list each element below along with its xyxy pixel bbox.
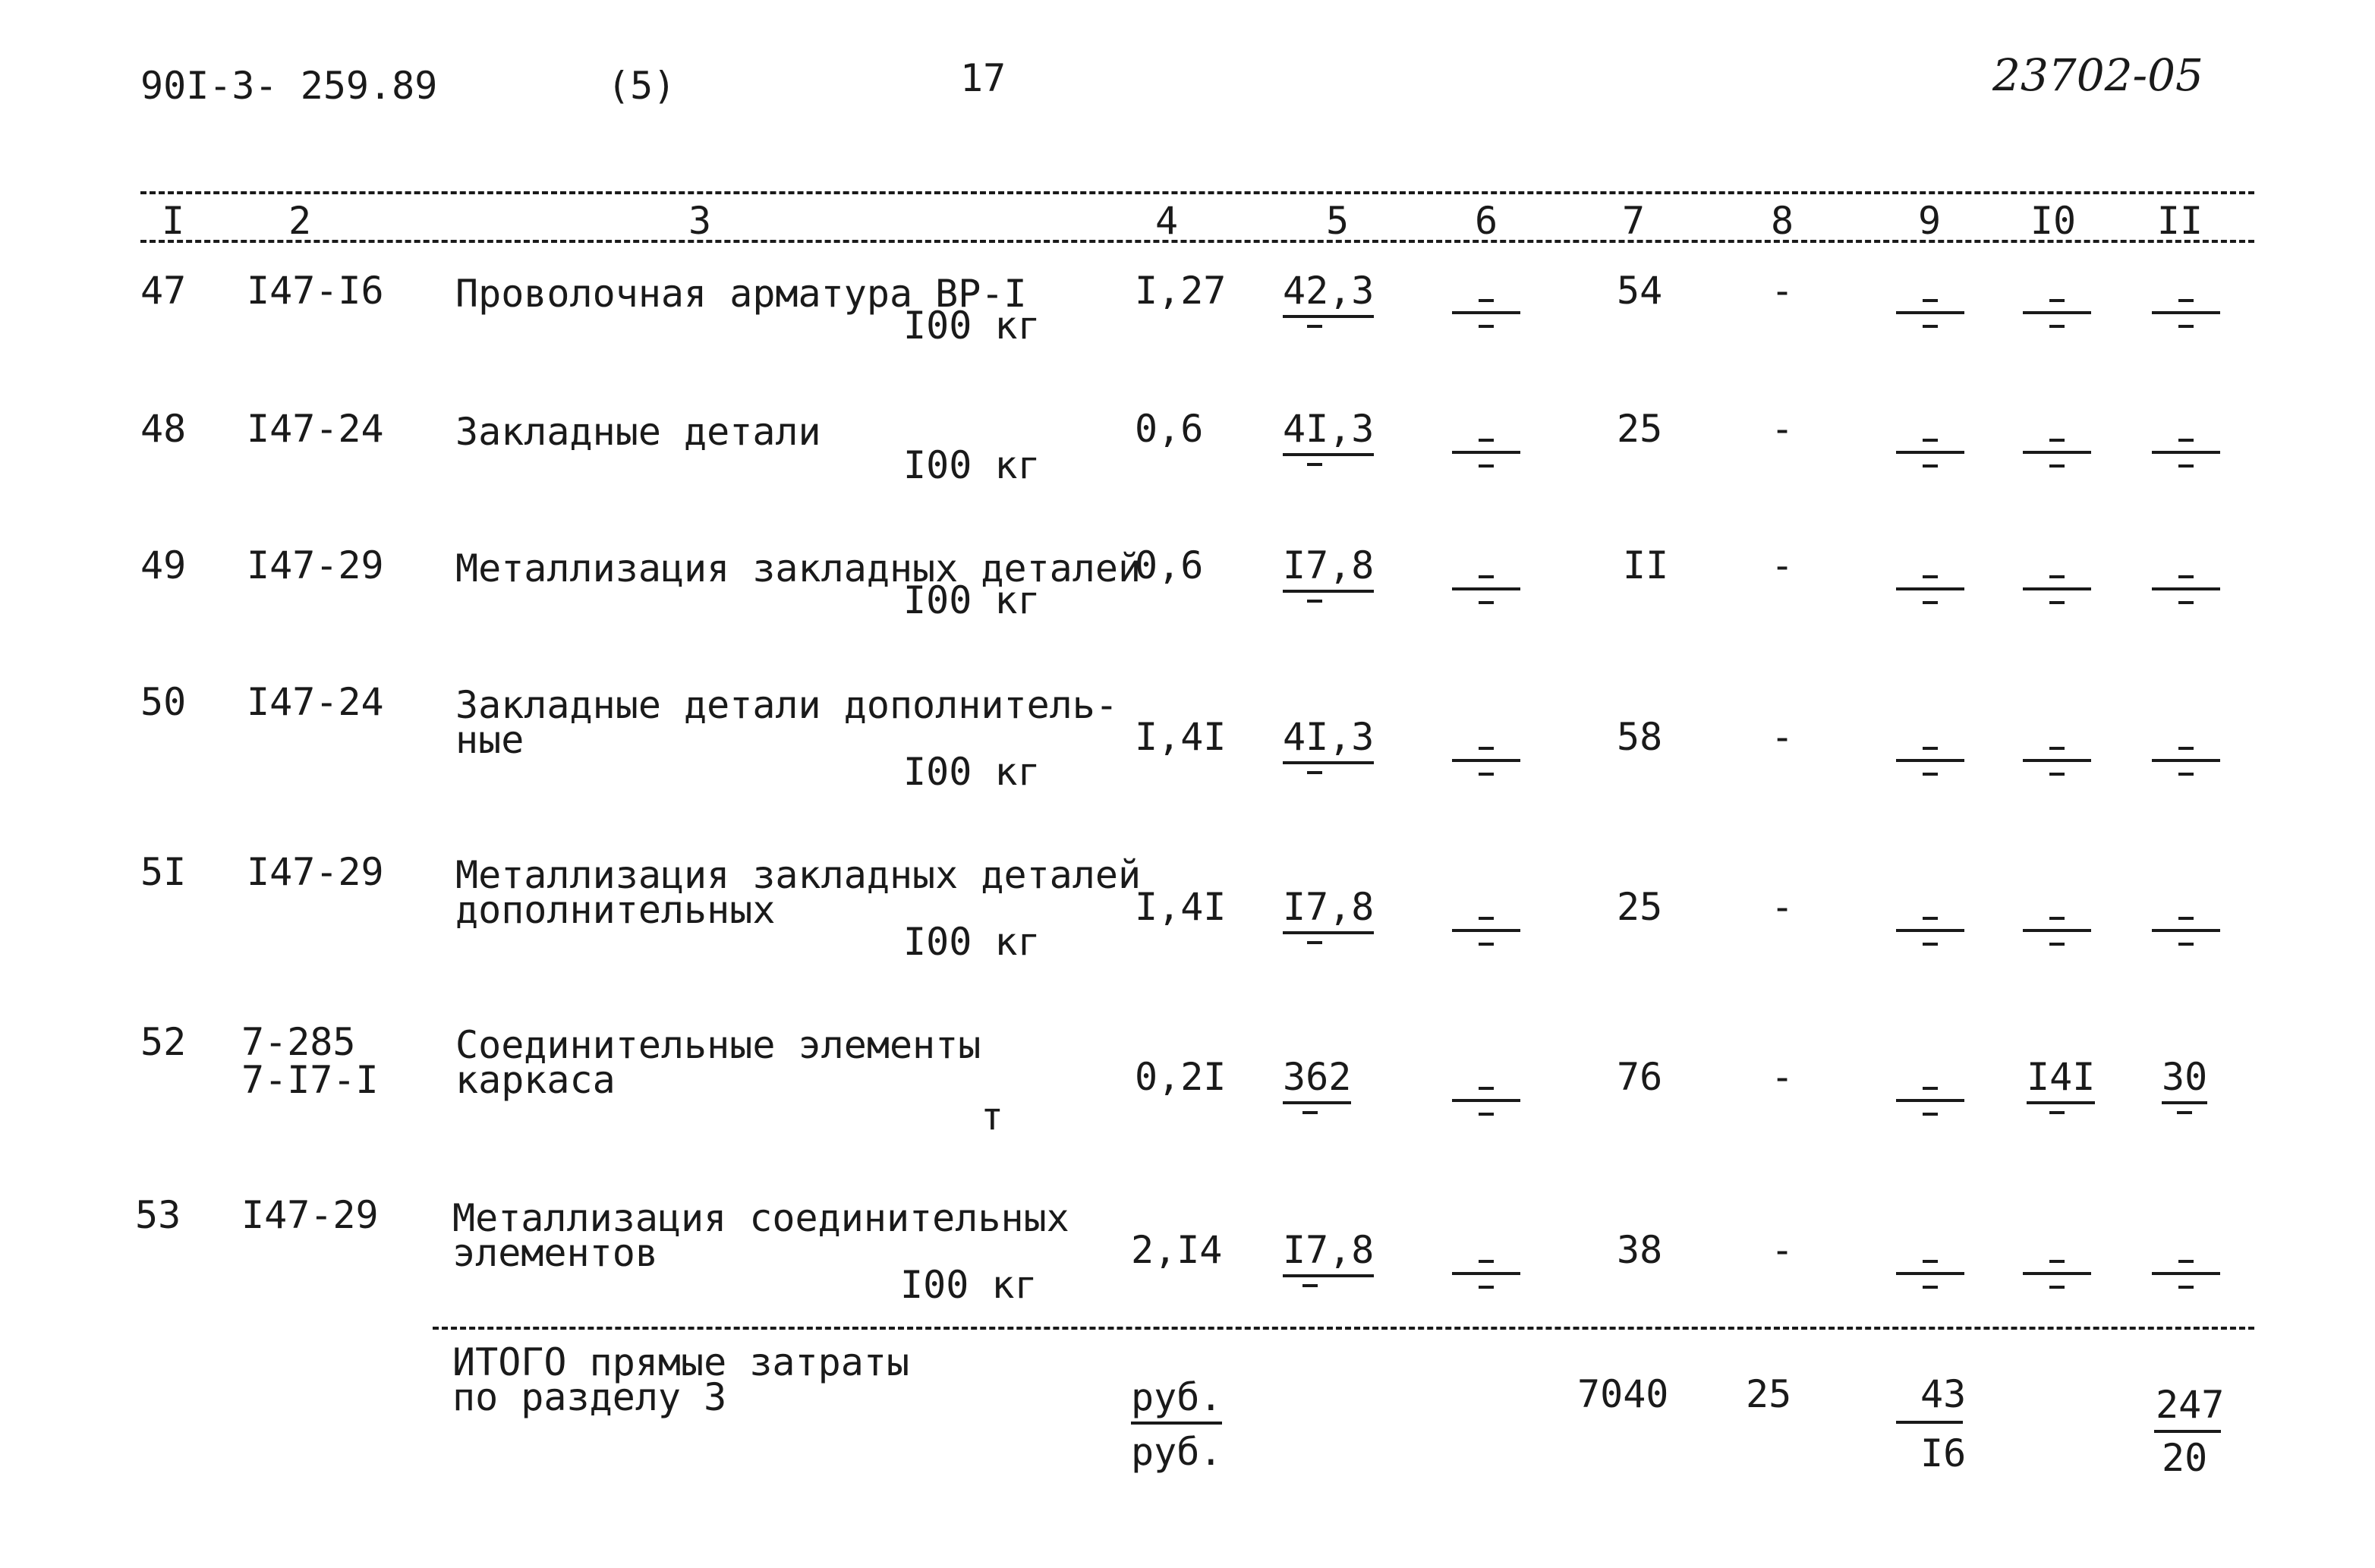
item-name: Металлизация закладных деталей (455, 853, 1142, 897)
cost-c8: - (1770, 543, 1794, 587)
fraction-dash-c6 (1452, 434, 1520, 469)
item-quantity: I,27 (1135, 269, 1227, 313)
item-name: Проволочная арматура ВР-I (455, 272, 1027, 316)
fraction-dash-c9 (1896, 1255, 1964, 1290)
item-unit: I00 кг (900, 1263, 1038, 1307)
part-number: (5) (607, 64, 676, 108)
doc-code: 90I-3- 259.89 (140, 64, 438, 108)
fraction-dash-c11 (2152, 571, 2220, 606)
item-name-cont: ные (455, 718, 524, 762)
row-number: 48 (140, 407, 187, 451)
item-quantity: 0,2I (1135, 1055, 1227, 1099)
unit-price: I7,8 (1283, 543, 1374, 593)
col-header-11: II (2156, 199, 2203, 243)
fraction-dash-c9 (1896, 571, 1964, 606)
total-c9-bottom: I6 (1920, 1431, 1967, 1475)
cost-c8: - (1770, 407, 1794, 451)
unit-price: I7,8 (1283, 1228, 1374, 1277)
total-unit-bottom: руб. (1131, 1430, 1223, 1474)
cost-total: 38 (1617, 1228, 1663, 1272)
total-label: ИТОГО прямые затраты (452, 1340, 910, 1384)
total-separator (433, 1327, 2254, 1330)
item-name: Металлизация соединительных (452, 1196, 1069, 1240)
row-number: 50 (140, 680, 187, 724)
rate-code-2: 7-I7-I (241, 1058, 379, 1102)
item-unit: I00 кг (903, 578, 1041, 622)
item-quantity: 0,6 (1135, 543, 1204, 587)
item-unit: т (981, 1094, 1004, 1138)
total-c7: 7040 (1577, 1372, 1669, 1416)
item-unit: I00 кг (903, 750, 1041, 794)
rate-code: I47-29 (247, 543, 384, 587)
item-name-cont: дополнительных (455, 888, 776, 932)
unit-price: I7,8 (1283, 885, 1374, 934)
fraction-dash-c10 (2023, 571, 2091, 606)
col-header-9: 9 (1917, 199, 1942, 243)
item-quantity: I,4I (1135, 715, 1227, 759)
header-rule-top (140, 191, 2254, 194)
rate-code: 7-285 (241, 1020, 356, 1064)
rate-code: I47-I6 (247, 269, 384, 313)
unit-price: 4I,3 (1283, 407, 1374, 456)
fraction-dash-c10 (2023, 294, 2091, 329)
fraction-dash-c9 (1896, 434, 1964, 469)
item-quantity: 0,6 (1135, 407, 1204, 451)
cost-c8: - (1770, 1228, 1794, 1272)
row-number: 52 (140, 1020, 187, 1064)
col-header-4: 4 (1154, 199, 1179, 243)
c10-sub-dash (2049, 1111, 2065, 1114)
total-c11-bottom: 20 (2162, 1436, 2208, 1480)
item-unit: I00 кг (903, 920, 1041, 964)
unit-price: 4I,3 (1283, 715, 1374, 764)
item-unit: I00 кг (903, 443, 1041, 487)
total-label-cont: по разделу 3 (452, 1375, 727, 1419)
page-number: 17 (960, 56, 1006, 100)
fraction-dash-c6 (1452, 912, 1520, 947)
price-sub-dash (1307, 941, 1322, 944)
item-name: Закладные детали (455, 410, 821, 454)
price-sub-dash (1307, 463, 1322, 466)
fraction-dash-c6 (1452, 294, 1520, 329)
item-name: Закладные детали дополнитель- (455, 683, 1118, 727)
fraction-dash-c11 (2152, 742, 2220, 777)
fraction-dash-c9 (1896, 742, 1964, 777)
fraction-dash-c11 (2152, 912, 2220, 947)
price-sub-dash (1307, 325, 1322, 328)
total-unit-top: руб. (1131, 1375, 1222, 1425)
fraction-dash-c11 (2152, 434, 2220, 469)
fraction-dash-c10 (2023, 434, 2091, 469)
item-quantity: I,4I (1135, 885, 1227, 929)
row-number: 49 (140, 543, 187, 587)
col-header-6: 6 (1474, 199, 1498, 243)
inventory-number: 23702-05 (1992, 49, 2203, 101)
total-c11-top: 247 (2156, 1383, 2225, 1427)
fraction-dash-c6 (1452, 1255, 1520, 1290)
fraction-dash-c9 (1896, 1082, 1964, 1117)
col-header-8: 8 (1770, 199, 1794, 243)
total-c8: 25 (1746, 1372, 1792, 1416)
cost-c8: - (1770, 269, 1794, 313)
fraction-dash-c11 (2152, 1255, 2220, 1290)
col-header-10: I0 (2030, 199, 2077, 243)
cost-total: 76 (1617, 1055, 1663, 1099)
fraction-dash-c11 (2152, 294, 2220, 329)
fraction-dash-c6 (1452, 571, 1520, 606)
cost-c8: - (1770, 1055, 1794, 1099)
rate-code: I47-24 (247, 407, 384, 451)
item-name-cont: каркаса (455, 1058, 616, 1102)
item-unit: I00 кг (903, 304, 1041, 348)
fraction-dash-c10 (2023, 1255, 2091, 1290)
cost-total: 25 (1617, 407, 1663, 451)
rate-code: I47-29 (247, 850, 384, 894)
unit-price: 362 (1283, 1055, 1351, 1104)
cost-total: II (1623, 543, 1669, 587)
item-name-cont: элементов (452, 1231, 658, 1275)
col-header-3: 3 (688, 199, 712, 243)
row-number: 53 (135, 1193, 181, 1237)
row-number: 5I (140, 850, 187, 894)
total-c9-top: 43 (1920, 1372, 1967, 1416)
fraction-dash-c6 (1452, 742, 1520, 777)
item-quantity: 2,I4 (1131, 1228, 1223, 1272)
rate-code: I47-24 (247, 680, 384, 724)
fraction-dash-c10 (2023, 912, 2091, 947)
cost-total: 54 (1617, 269, 1663, 313)
col-header-5: 5 (1325, 199, 1350, 243)
cost-c8: - (1770, 885, 1794, 929)
cost-c10: I4I (2027, 1055, 2095, 1104)
cost-total: 25 (1617, 885, 1663, 929)
fraction-dash-c10 (2023, 742, 2091, 777)
c11-sub-dash (2177, 1111, 2192, 1114)
total-c9-fraction-bar (1896, 1421, 1963, 1424)
col-header-1: I (161, 199, 185, 243)
fraction-dash-c9 (1896, 912, 1964, 947)
cost-c8: - (1770, 715, 1794, 759)
col-header-7: 7 (1621, 199, 1646, 243)
total-c11-fraction-bar (2154, 1430, 2221, 1433)
item-name: Металлизация закладных деталей (455, 546, 1142, 590)
row-number: 47 (140, 269, 187, 313)
price-sub-dash (1307, 771, 1322, 774)
item-name: Соединительные элементы (455, 1023, 981, 1067)
cost-total: 58 (1617, 715, 1663, 759)
rate-code: I47-29 (241, 1193, 379, 1237)
cost-c11: 30 (2162, 1055, 2207, 1104)
price-sub-dash (1302, 1111, 1318, 1114)
price-sub-dash (1302, 1284, 1318, 1287)
fraction-dash-c9 (1896, 294, 1964, 329)
price-sub-dash (1307, 600, 1322, 603)
col-header-2: 2 (288, 199, 312, 243)
unit-price: 42,3 (1283, 269, 1374, 318)
fraction-dash-c6 (1452, 1082, 1520, 1117)
